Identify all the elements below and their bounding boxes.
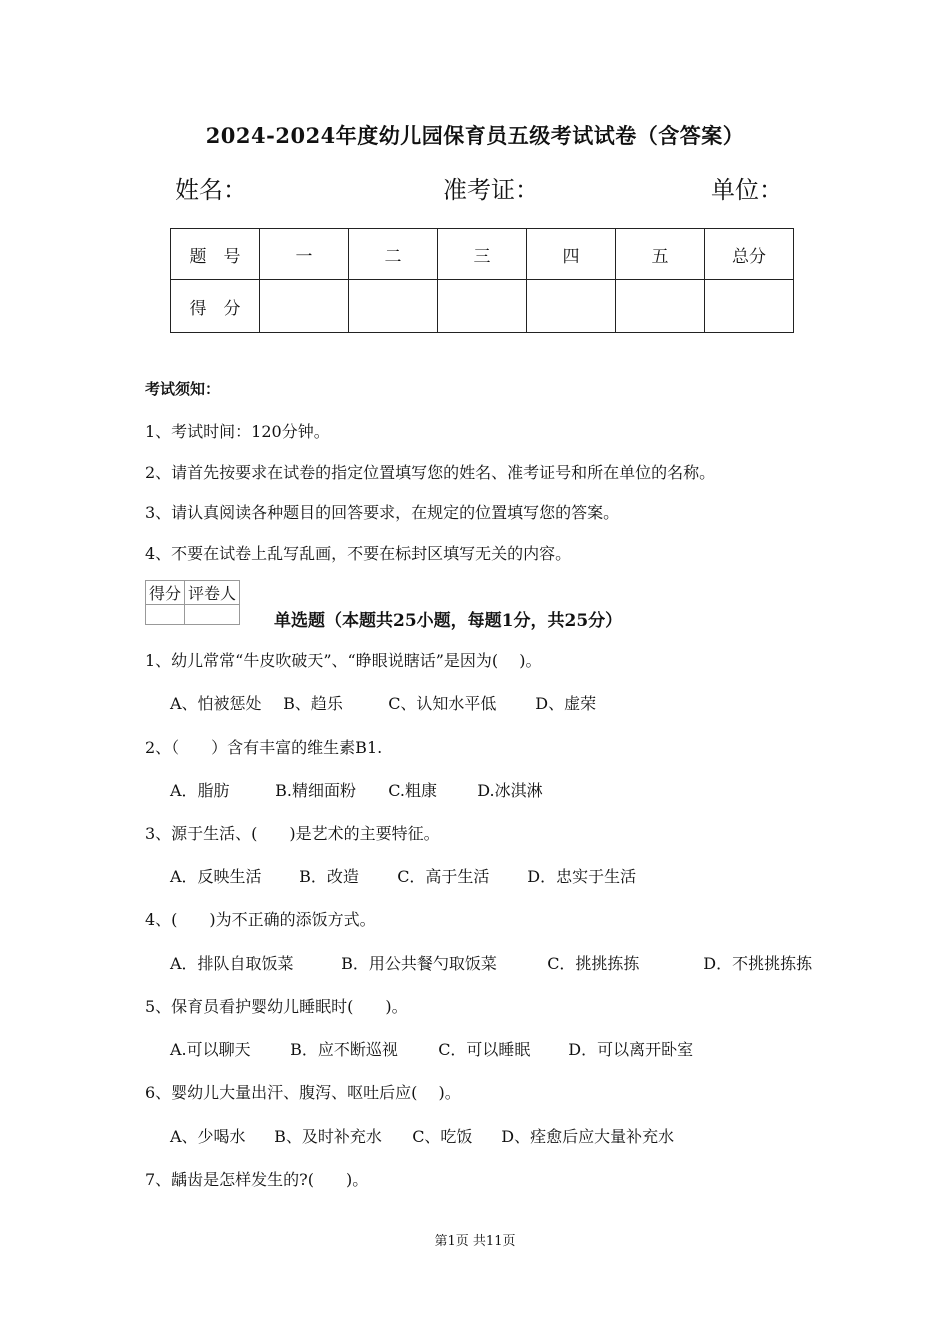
score-header-cell: 总分 bbox=[705, 229, 794, 280]
question-options bbox=[170, 864, 636, 887]
score-header-cell: 题 号 bbox=[171, 229, 260, 280]
option[interactable]: D、痊愈后应大量补充水 bbox=[501, 1127, 675, 1146]
document-title: 2024-2024年度幼儿园保育员五级考试试卷（含答案） bbox=[205, 123, 745, 148]
question-text: 3、源于生活、( )是艺术的主要特征。 bbox=[145, 824, 440, 843]
grader-table bbox=[145, 580, 240, 625]
notice-item: 3、请认真阅读各种题目的回答要求，在规定的位置填写您的答案。 bbox=[145, 503, 620, 522]
option[interactable]: D．忠实于生活 bbox=[527, 867, 637, 886]
question-text: 4、( )为不正确的添饭方式。 bbox=[145, 910, 376, 929]
notice-item: 4、不要在试卷上乱写乱画，不要在标封区填写无关的内容。 bbox=[145, 544, 572, 563]
notice-item: 1、考试时间：120分钟。 bbox=[145, 422, 330, 441]
question-options bbox=[170, 951, 812, 974]
option[interactable]: C、认知水平低 bbox=[388, 694, 497, 713]
question-text: 2、（ ）含有丰富的维生素B1. bbox=[145, 738, 383, 757]
option[interactable]: C．挑挑拣拣 bbox=[547, 954, 640, 973]
option[interactable]: B、趋乐 bbox=[283, 694, 343, 713]
grader-score-cell[interactable] bbox=[146, 605, 185, 625]
option[interactable]: D、虚荣 bbox=[535, 694, 597, 713]
question-options bbox=[170, 778, 543, 801]
option[interactable]: B．改造 bbox=[299, 867, 359, 886]
option[interactable]: A、少喝水 bbox=[170, 1127, 246, 1146]
unit-label: 单位： bbox=[711, 176, 783, 204]
score-header-cell: 四 bbox=[527, 229, 616, 280]
score-header-cell: 二 bbox=[349, 229, 438, 280]
grader-score-label: 得分 bbox=[146, 581, 185, 605]
option[interactable]: B.精细面粉 bbox=[275, 781, 356, 800]
page-footer: 第1页 共11页 bbox=[434, 1234, 516, 1249]
score-table bbox=[170, 228, 794, 333]
score-header-cell: 一 bbox=[260, 229, 349, 280]
score-row-label: 得 分 bbox=[171, 280, 260, 333]
grader-cell[interactable] bbox=[185, 605, 240, 625]
option[interactable]: C.粗康 bbox=[388, 781, 437, 800]
section-title: 单选题（本题共25小题，每题1分，共25分） bbox=[274, 611, 623, 631]
score-cell[interactable] bbox=[260, 280, 349, 333]
option[interactable]: C．可以睡眠 bbox=[438, 1040, 531, 1059]
option[interactable]: A．排队自取饭菜 bbox=[170, 954, 294, 973]
option[interactable]: A.可以聊天 bbox=[170, 1040, 251, 1059]
option[interactable]: B．应不断巡视 bbox=[290, 1040, 398, 1059]
question-options bbox=[170, 1124, 674, 1147]
notice-item: 2、请首先按要求在试卷的指定位置填写您的姓名、准考证号和所在单位的名称。 bbox=[145, 463, 716, 482]
option[interactable]: B、及时补充水 bbox=[274, 1127, 382, 1146]
question-options bbox=[170, 1037, 693, 1060]
option[interactable]: B．用公共餐勺取饭菜 bbox=[341, 954, 497, 973]
option[interactable]: D.冰淇淋 bbox=[477, 781, 543, 800]
score-header-cell: 五 bbox=[616, 229, 705, 280]
question-text: 6、婴幼儿大量出汗、腹泻、呕吐后应( )。 bbox=[145, 1083, 461, 1102]
option[interactable]: A、怕被惩处 bbox=[170, 694, 262, 713]
exam-number-label: 准考证： bbox=[443, 176, 539, 204]
score-cell[interactable] bbox=[705, 280, 794, 333]
option[interactable]: D．不挑挑拣拣 bbox=[703, 954, 813, 973]
question-text: 7、龋齿是怎样发生的?( )。 bbox=[145, 1170, 369, 1189]
question-text: 1、幼儿常常“牛皮吹破天”、“睁眼说瞎话”是因为( )。 bbox=[145, 651, 542, 670]
option[interactable]: D．可以离开卧室 bbox=[568, 1040, 694, 1059]
name-label: 姓名： bbox=[175, 176, 247, 204]
score-cell[interactable] bbox=[438, 280, 527, 333]
option[interactable]: A．脂肪 bbox=[170, 781, 230, 800]
score-cell[interactable] bbox=[616, 280, 705, 333]
notice-title: 考试须知： bbox=[145, 380, 221, 398]
score-cell[interactable] bbox=[349, 280, 438, 333]
question-options bbox=[170, 691, 596, 714]
question-text: 5、保育员看护婴幼儿睡眠时( )。 bbox=[145, 997, 408, 1016]
grader-label: 评卷人 bbox=[185, 581, 240, 605]
option[interactable]: A．反映生活 bbox=[170, 867, 262, 886]
score-cell[interactable] bbox=[527, 280, 616, 333]
option[interactable]: C．高于生活 bbox=[397, 867, 490, 886]
option[interactable]: C、吃饭 bbox=[412, 1127, 473, 1146]
score-header-cell: 三 bbox=[438, 229, 527, 280]
